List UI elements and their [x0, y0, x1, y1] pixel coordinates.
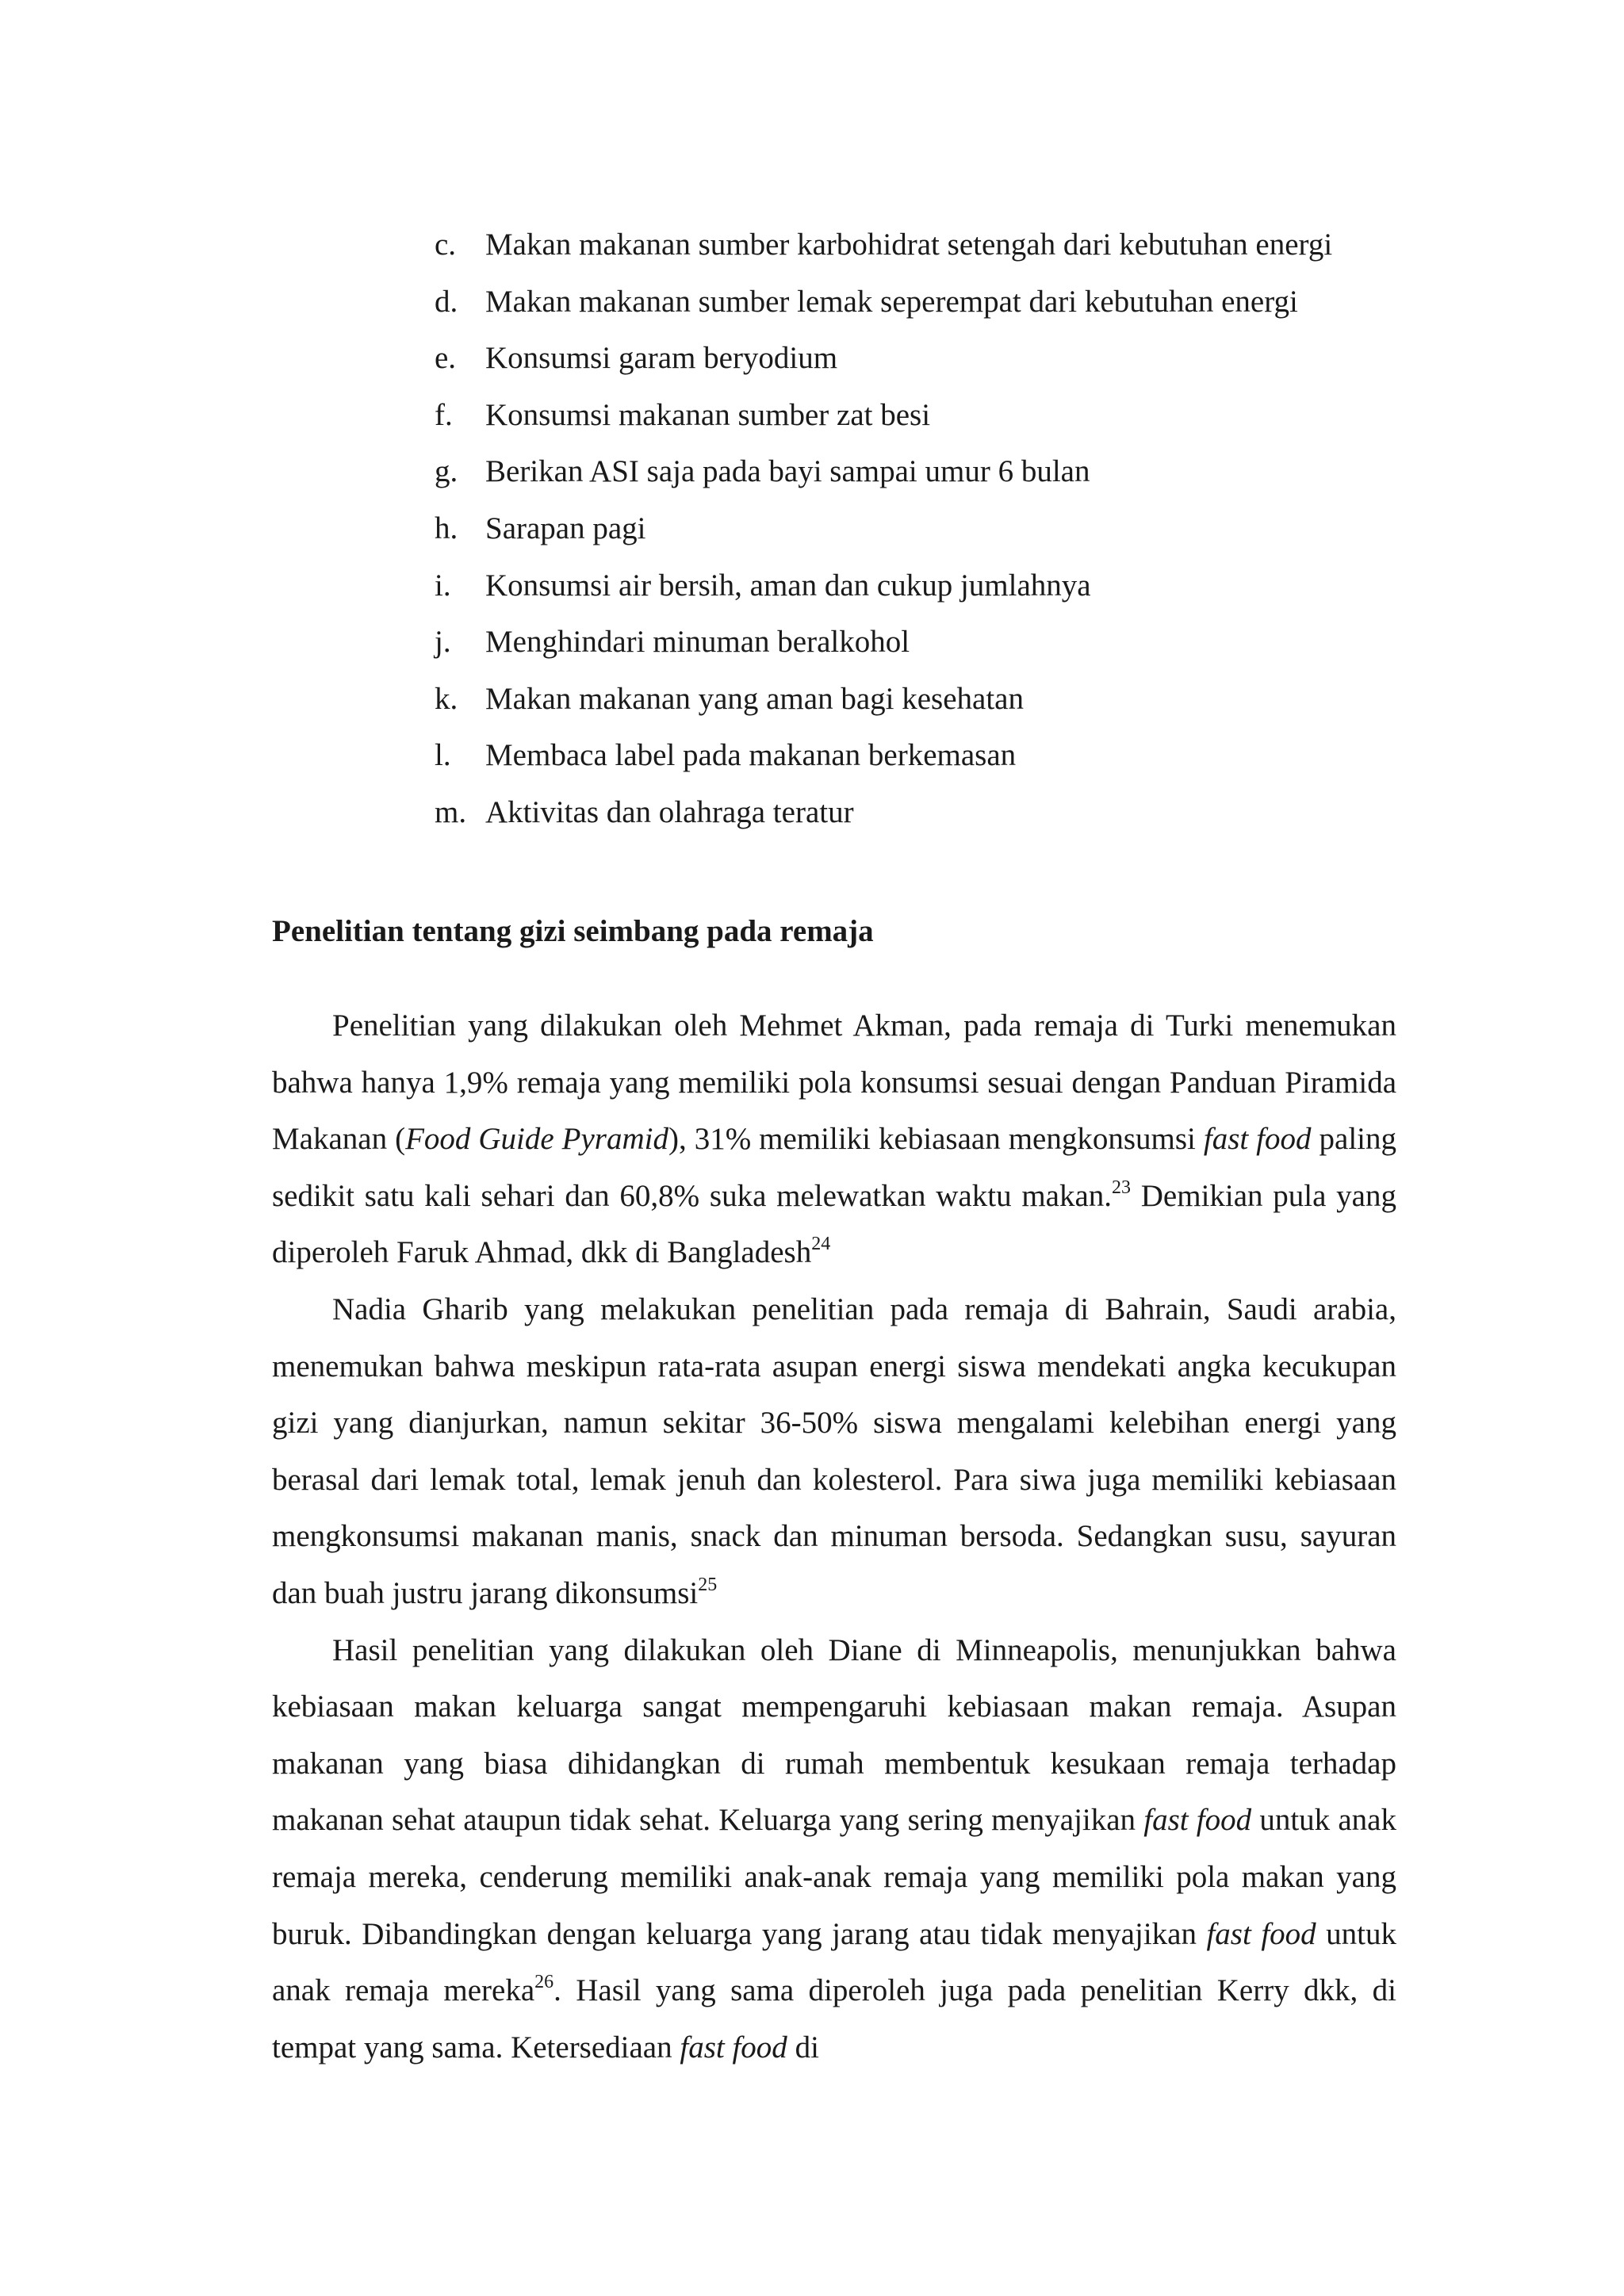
section-heading: Penelitian tentang gizi seimbang pada remaja	[272, 914, 874, 948]
list-item-text: Makan makanan yang aman bagi kesehatan	[485, 681, 1024, 716]
italic-term: fast food	[680, 2030, 787, 2064]
italic-term: fast food	[1206, 1916, 1316, 1951]
list-marker: f.	[435, 397, 453, 432]
italic-term: fast food	[1203, 1122, 1312, 1157]
text-run: Nadia Gharib yang melakukan penelitian pada remaja di Bahrain, Saudi arabia, menemukan bahwa meskipun rata-rata asupan energi siswa mendekati angka kecukupan gizi yang dianjurkan, namun sekitar 36-50% siswa mengalami kelebihan energi yang berasal dari lemak total, lemak jenuh dan kolesterol. Para siwa juga memiliki kebiasaan mengkonsumsi makanan manis, snack dan minuman bersoda. Sedangkan susu, sayuran dan buah justru jarang dikonsumsi	[272, 1292, 1396, 1610]
list-item-text: Sarapan pagi	[485, 511, 646, 545]
list-item	[435, 681, 1402, 738]
list-item	[435, 737, 1402, 794]
list-item	[435, 568, 1402, 625]
list-item-text: Berikan ASI saja pada bayi sampai umur 6 bulan	[485, 454, 1090, 489]
text-run: . Hasil yang sama diperoleh juga pada penelitian Kerry dkk, di tempat yang sama. Ketersediaan	[272, 1973, 1396, 2064]
list-item	[435, 624, 1402, 681]
citation-ref: 25	[698, 1574, 718, 1595]
list-item-text: Menghindari minuman beralkohol	[485, 625, 910, 660]
text-run: ), 31% memiliki kebiasaan mengkonsumsi	[668, 1122, 1204, 1157]
list-item-text: Makan makanan sumber karbohidrat setengah dari kebutuhan energi	[485, 228, 1333, 262]
list-item	[435, 794, 1402, 851]
list-marker: e.	[435, 341, 457, 376]
list-item-text: Konsumsi air bersih, aman dan cukup jumlahnya	[485, 568, 1091, 603]
italic-term: Food Guide Pyramid	[405, 1122, 668, 1157]
list-marker: j.	[435, 625, 451, 660]
list-item	[435, 511, 1402, 568]
list-item	[435, 397, 1402, 454]
list-item	[435, 284, 1402, 341]
paragraph-diane	[272, 1622, 1396, 2076]
list-marker: m.	[435, 794, 467, 829]
list-item-text: Makan makanan sumber lemak seperempat dari kebutuhan energi	[485, 284, 1298, 319]
citation-ref: 23	[1112, 1177, 1132, 1198]
paragraph-akman	[272, 997, 1396, 1281]
list-marker: l.	[435, 738, 451, 773]
text-run: paling sedikit satu kali sehari dan 60,8% suka melewatkan waktu makan.	[272, 1122, 1396, 1213]
italic-term: fast food	[1143, 1803, 1252, 1838]
list-marker: i.	[435, 568, 451, 603]
list-item-text: Membaca label pada makanan berkemasan	[485, 738, 1017, 773]
list-marker: c.	[435, 228, 457, 262]
text-run: Hasil penelitian yang dilakukan oleh Diane di Minneapolis, menunjukkan bahwa kebiasaan makan keluarga sangat mempengaruhi kebiasaan makan remaja. Asupan makanan yang biasa dihidangkan di rumah membentuk kesukaan remaja terhadap makanan sehat ataupun tidak sehat. Keluarga yang sering menyajikan	[272, 1632, 1396, 1838]
list-item-text: Konsumsi garam beryodium	[485, 341, 838, 376]
list-item	[435, 227, 1402, 284]
text-run: di	[787, 2030, 819, 2064]
body-text	[272, 997, 1396, 2076]
list-item	[435, 340, 1402, 397]
citation-ref: 26	[534, 1972, 554, 1993]
list-marker: k.	[435, 681, 458, 716]
list-marker: g.	[435, 454, 458, 489]
list-item-text: Aktivitas dan olahraga teratur	[485, 794, 854, 829]
text-run: Demikian pula yang diperoleh Faruk Ahmad, dkk di Bangladesh	[272, 1178, 1396, 1270]
list-item	[435, 453, 1402, 511]
list-marker: h.	[435, 511, 458, 545]
recommendation-list	[435, 227, 1402, 851]
text-run: Penelitian yang dilakukan oleh Mehmet Akman, pada remaja di Turki menemukan bahwa hanya 1,9% remaja yang memiliki pola konsumsi sesuai dengan Panduan Piramida Makanan (	[272, 1008, 1396, 1157]
text-run: untuk anak remaja mereka, cenderung memiliki anak-anak remaja yang memiliki pola makan yang buruk. Dibandingkan dengan keluarga yang jarang atau tidak menyajikan	[272, 1803, 1396, 1951]
citation-ref: 24	[811, 1234, 831, 1255]
text-run: untuk anak remaja mereka	[272, 1916, 1396, 2008]
list-item-text: Konsumsi makanan sumber zat besi	[485, 397, 931, 432]
list-marker: d.	[435, 284, 458, 319]
paragraph-gharib	[272, 1281, 1396, 1622]
